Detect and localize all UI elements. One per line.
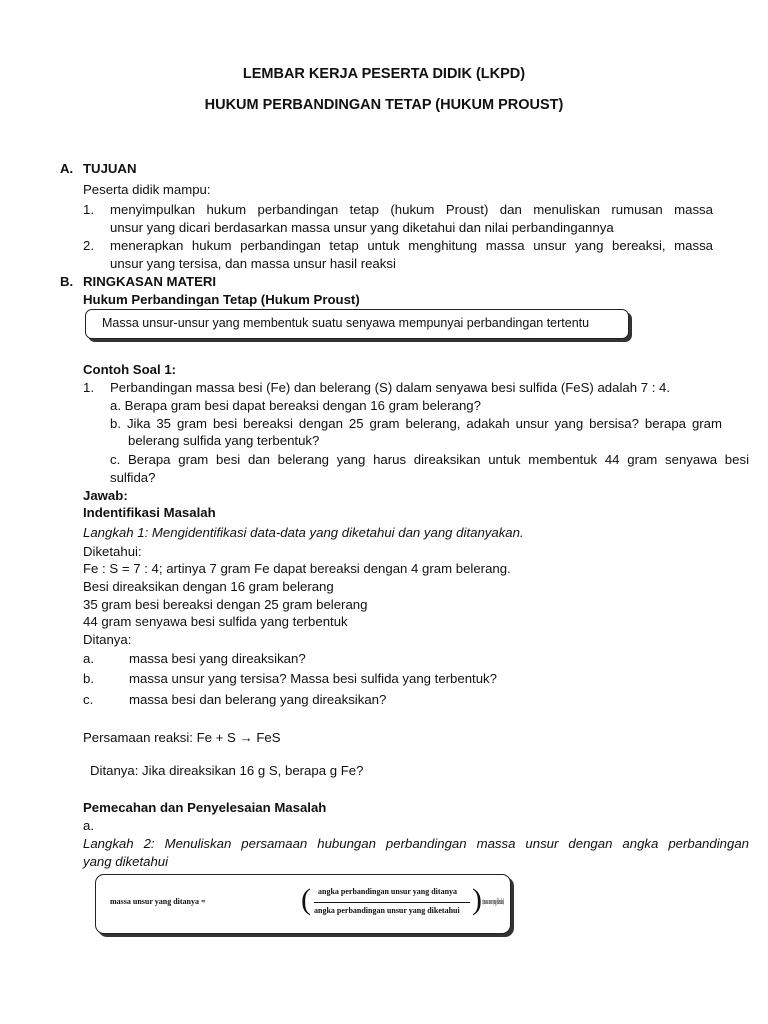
asked-item: massa unsur yang tersisa? Massa besi sulfida yang terbentuk? bbox=[129, 671, 497, 686]
section-a-label: A. bbox=[60, 161, 74, 176]
formula-rhs: x (massa unsur yang diketahui) bbox=[482, 897, 504, 906]
example-question-a: a. Berapa gram besi dapat bereaksi dengan 16 gram belerang? bbox=[110, 398, 481, 413]
answer-heading: Jawab: bbox=[83, 488, 128, 503]
right-parenthesis: ) bbox=[472, 883, 482, 916]
law-box bbox=[85, 309, 629, 339]
example-statement: Perbandingan massa besi (Fe) dan belerang (S) dalam senyawa besi sulfida (FeS) adalah 7 : 4. bbox=[110, 380, 671, 395]
solution-heading: Pemecahan dan Penyelesaian Masalah bbox=[83, 800, 327, 815]
section-b-heading: RINGKASAN MATERI bbox=[83, 274, 217, 289]
formula-lhs: massa unsur yang ditanya = bbox=[110, 897, 206, 906]
example-question-b-line2: belerang sulfida yang terbentuk? bbox=[128, 433, 320, 448]
solution-part-a: a. bbox=[83, 818, 94, 833]
example-heading: Contoh Soal 1: bbox=[83, 362, 177, 377]
asked-letter: a. bbox=[83, 651, 94, 666]
objective-2-line2: unsur yang tersisa, dan massa unsur hasil reaksi bbox=[110, 256, 396, 271]
formula-box bbox=[95, 874, 511, 934]
example-question-c-line2: sulfida? bbox=[110, 470, 156, 485]
asked-letter: c. bbox=[83, 692, 94, 707]
step-2-line2: yang diketahui bbox=[83, 854, 169, 869]
asked-letter: b. bbox=[83, 671, 94, 686]
known-item: Fe : S = 7 : 4; artinya 7 gram Fe dapat bereaksi dengan 4 gram belerang. bbox=[83, 561, 511, 576]
section-a-intro: Peserta didik mampu: bbox=[83, 182, 211, 197]
formula-denominator: angka perbandingan unsur yang diketahui bbox=[314, 906, 460, 915]
objective-1-num: 1. bbox=[83, 202, 94, 217]
identification-heading: Indentifikasi Masalah bbox=[83, 505, 216, 520]
known-item: Besi direaksikan dengan 16 gram belerang bbox=[83, 579, 334, 594]
mass-ratio-formula bbox=[96, 875, 510, 933]
section-b-subheading: Hukum Perbandingan Tetap (Hukum Proust) bbox=[83, 292, 360, 307]
section-a-heading: TUJUAN bbox=[83, 161, 137, 176]
objective-1-line1: menyimpulkan hukum perbandingan tetap (hukum Proust) dan menuliskan rumusan massa bbox=[110, 202, 713, 217]
left-parenthesis: ( bbox=[301, 883, 311, 916]
step-1: Langkah 1: Mengidentifikasi data-data yang diketahui dan yang ditanyakan. bbox=[83, 525, 524, 540]
reaction-equation: Persamaan reaksi: Fe + S → FeS bbox=[83, 730, 281, 745]
example-question-b-line1: b. Jika 35 gram besi bereaksi dengan 25 gram belerang, adakah unsur yang bersisa? berapa gram bbox=[110, 416, 722, 431]
asked-item: massa besi yang direaksikan? bbox=[129, 651, 306, 666]
section-b-label: B. bbox=[60, 274, 74, 289]
known-heading: Diketahui: bbox=[83, 544, 142, 559]
page-title: LEMBAR KERJA PESERTA DIDIK (LKPD) bbox=[242, 66, 526, 82]
example-num: 1. bbox=[83, 380, 94, 395]
example-question-c-line1: c. Berapa gram besi dan belerang yang harus direaksikan untuk membentuk 44 gram senyawa besi bbox=[110, 452, 749, 467]
page-subtitle: HUKUM PERBANDINGAN TETAP (HUKUM PROUST) bbox=[204, 97, 564, 113]
formula-numerator: angka perbandingan unsur yang ditanya bbox=[318, 887, 458, 896]
objective-2-num: 2. bbox=[83, 238, 94, 253]
fraction-bar bbox=[314, 902, 470, 903]
asked-item: massa besi dan belerang yang direaksikan? bbox=[129, 692, 387, 707]
known-item: 35 gram besi bereaksi dengan 25 gram belerang bbox=[83, 597, 368, 612]
objective-2-line1: menerapkan hukum perbandingan tetap untuk menghitung massa unsur yang bereaksi, massa bbox=[110, 238, 713, 253]
asked-heading: Ditanya: bbox=[83, 632, 132, 647]
step-2-line1: Langkah 2: Menuliskan persamaan hubungan perbandingan massa unsur dengan angka perbandingan bbox=[83, 836, 749, 851]
law-box-text: Massa unsur-unsur yang membentuk suatu senyawa mempunyai perbandingan tertentu bbox=[102, 316, 590, 330]
objective-1-line2: unsur yang dicari berdasarkan massa unsur yang diketahui dan nilai perbandingannya bbox=[110, 220, 614, 235]
known-item: 44 gram senyawa besi sulfida yang terbentuk bbox=[83, 614, 348, 629]
question-a-restated: Ditanya: Jika direaksikan 16 g S, berapa g Fe? bbox=[90, 763, 364, 778]
